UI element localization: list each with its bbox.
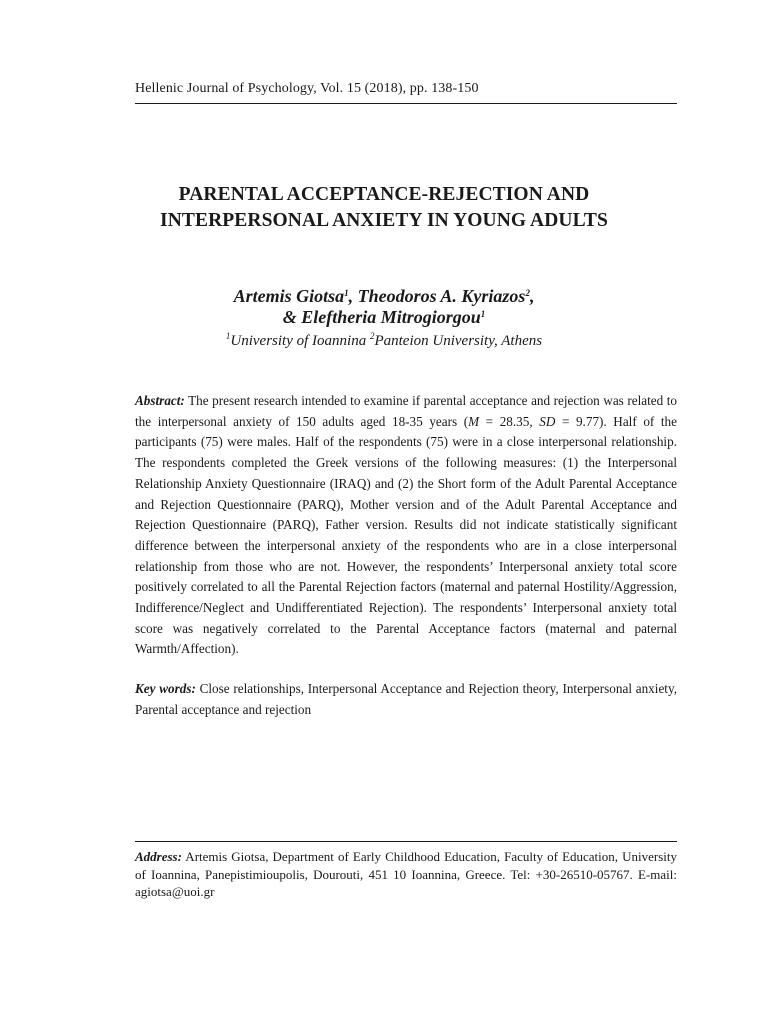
keywords-label: Key words: <box>135 681 196 696</box>
affiliation-institution: Panteion University, Athens <box>374 333 543 349</box>
footnote-rule <box>135 841 677 842</box>
author-separator: , <box>529 286 535 306</box>
abstract <box>135 391 677 660</box>
abstract-label: Abstract: <box>135 393 185 408</box>
affiliation-mark: 1 <box>344 288 349 298</box>
affiliations <box>100 331 668 351</box>
affiliation-mark: 1 <box>480 309 486 319</box>
author-line-2 <box>100 307 668 328</box>
author-ampersand: & <box>282 307 302 327</box>
mean-value: = 28.35, <box>479 413 540 429</box>
keywords-text: Close relationships, Interpersonal Acceptance and Rejection theory, Interpersonal anxiety, Parental acceptance and rejection <box>135 681 677 717</box>
correspondence-address <box>135 848 677 901</box>
affiliation-institution: University of Ioannina <box>230 333 370 349</box>
author-name: Theodoros A. Kyriazos <box>357 286 526 306</box>
keywords <box>135 679 677 720</box>
title-line-1: PARENTAL ACCEPTANCE-REJECTION AND <box>178 184 590 205</box>
author-name: Eleftheria Mitrogiorgou <box>301 307 481 327</box>
author-list <box>100 286 668 328</box>
abstract-text: The present research intended to examine if parental acceptance and rejection was related to the interpersonal anxiety of 150 adults aged 18-35 years ( <box>135 393 677 429</box>
affiliation-mark: 2 <box>369 331 375 341</box>
author-name: Artemis Giotsa <box>233 286 345 306</box>
title-line-2: INTERPERSONAL ANXIETY IN YOUNG ADULTS <box>160 210 608 231</box>
sd-symbol: SD <box>539 413 556 429</box>
address-label: Address: <box>135 849 182 864</box>
author-line-1 <box>100 286 668 307</box>
header-rule <box>135 103 677 104</box>
address-text: Artemis Giotsa, Department of Early Childhood Education, Faculty of Education, University of Ioannina, Panepistimioupolis, Dourouti, 451 10 Ioannina, Greece. Tel: +30-26510-05767. E-mail: agiotsa@uoi.gr <box>135 849 677 899</box>
affiliation-mark: 2 <box>525 288 530 298</box>
author-separator: , <box>348 286 358 306</box>
affiliation-mark: 1 <box>225 331 231 341</box>
abstract-text: = 9.77). Half of the participants (75) were males. Half of the respondents (75) were in a close interpersonal relationship. The respondents completed the Greek versions of the following measures: (1) the Interpersonal Relationship Anxiety Questionnaire (IRAQ) and (2) the Short form of the Adult Parental Acceptance and Rejection Questionnaire (PARQ), Mother version and of the Adult Parental Acceptance and Rejection Questionnaire (PARQ), Father version. Results did not indicate statistically significant difference between the interpersonal anxiety of the respondents who are in a close interpersonal relationship from those who are not. However, the respondents’ Interpersonal anxiety total score positively correlated to all the Parental Rejection factors (maternal and paternal Hostility/Aggression, Indifference/Neglect and Undifferentiated Rejection). The respondents’ Interpersonal anxiety total score was negatively correlated to the Parental Acceptance factors (maternal and paternal Warmth/Affection). <box>135 413 677 657</box>
running-head: Hellenic Journal of Psychology, Vol. 15 (2018), pp. 138-150 <box>135 81 479 96</box>
mean-symbol: M <box>468 413 480 429</box>
article-title <box>100 182 668 234</box>
